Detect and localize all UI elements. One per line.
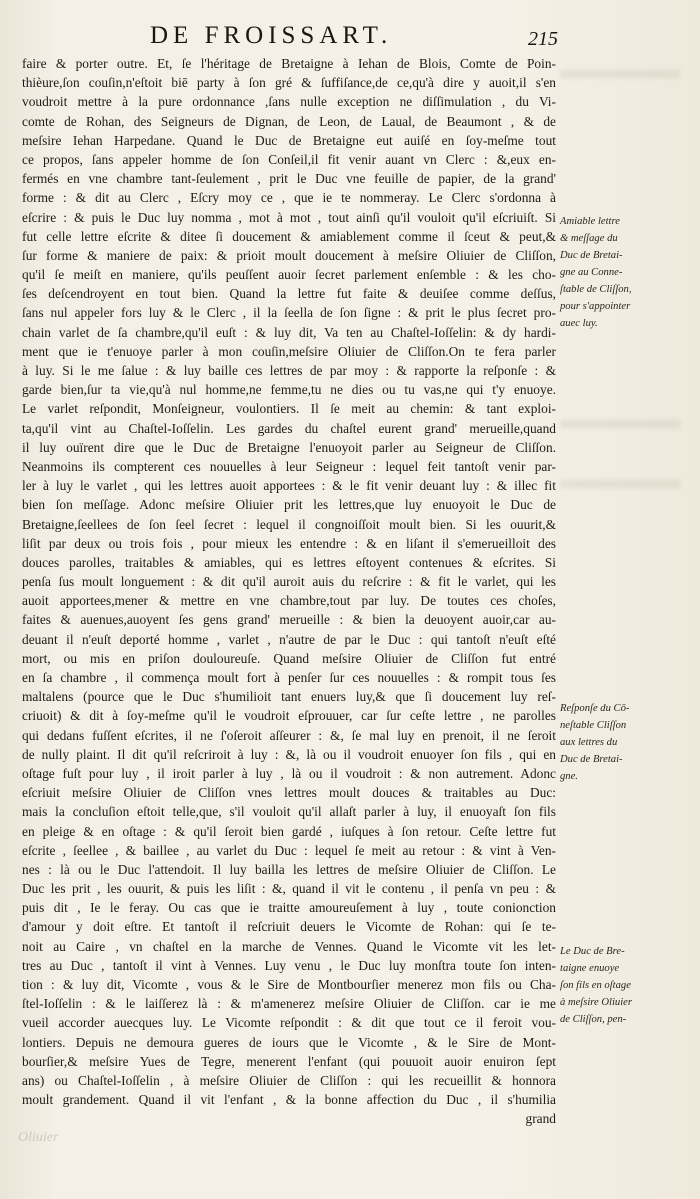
text-line: ans) ou Chaſtel-Ioſſelin , à meſsire Oliuier de Cliſſon : qui les recueillit & honnora — [22, 1072, 556, 1088]
text-line: faites & auenues,auoyent ſes gens grand' merueille : & bien la deuoyent auoir,car au- — [22, 612, 556, 628]
margin-note-line: gne. — [560, 771, 578, 782]
margin-note — [560, 943, 696, 1028]
text-line: garde bien,ſur ta vie,qu'à nul homme,ne femme,tu ne dies ou tu vas,ne qui t'y enuoye. — [22, 382, 556, 398]
margin-note-line: Le Duc de Bre- — [560, 946, 625, 957]
text-line: chain varlet de ſa chambre,qu'il euſt : & luy dit, Va ten au Chaſtel-Ioſſelin: & dy hardi- — [22, 324, 556, 340]
margin-note-line: aux lettres du — [560, 737, 618, 748]
margin-note-line: de Cliſſon, pen- — [560, 1014, 627, 1025]
text-line: grand — [525, 1111, 556, 1127]
text-line: Duc les prit , les ouurit, & puis les liſit : &, quand il vit le contenu , il penſa vn peu : & — [22, 881, 556, 897]
bleed-through-smudge — [560, 480, 680, 488]
text-line: d'amour y doit eſtre. Et tantoſt il reſcriuit deuers le Vicomte de Rohan: qui ſe te- — [22, 919, 556, 935]
text-line: ſans nul appeler fors luy & le Clerc , il la ſeella de ſon ſigne : & prit le plus ſecret pro- — [22, 305, 556, 321]
text-line: moult grandement. Quand il vit l'enfant , & la bonne affection du Duc , il s'humilia — [22, 1092, 556, 1108]
margin-note-line: pour s'appointer — [560, 301, 631, 312]
text-line: voudroit mettre à la pure ordonnance ,ſans nulle exception ne diſſimulation , du Vi- — [22, 94, 556, 110]
text-line: en ſa chambre , il commença moult fort à penſer ſur ces nouuelles : & rompit tous ſes — [22, 670, 556, 685]
margin-note-line: ſtable de Cliſſon, — [560, 284, 632, 295]
text-line: deuant il n'euſt deporté homme , varlet , n'autre de par le Duc : qui tantoſt n'euſt eſté — [22, 631, 556, 647]
text-line: oſtage fuſt pour luy , il iroit parler à luy , là ou il voudroit : & non autrement. Adonc — [22, 765, 556, 781]
text-line: puis dit , Ie le feray. Ou cas que ie traitte amoureuſement à luy , toute conionction — [22, 900, 556, 916]
text-line: ſur forme & maniere de paix: & prioit moult doucement à meſsire Oliuier de Cliſſon, — [22, 247, 556, 263]
main-text-column — [22, 54, 556, 1129]
text-line: penſa ſus moult longuement : & dit qu'il auroit auis du reſcrire : & fit le varlet, qui les — [22, 574, 556, 590]
text-line: de nully plaint. Il dit qu'il reſcriroit à luy : &, là ou il voudroit enuoyer ſon fils , qui en — [22, 746, 556, 762]
text-line: ta,qu'il vint au Chaſtel-Ioſſelin. Les gardes du chaſtel eurent grand' merueille,quand — [22, 420, 556, 436]
text-line: qu'il ſe meiſt en maniere, qu'ils peuſſent auoir ſecret parlement enſemble : & les cho- — [22, 267, 556, 283]
margin-note-line: Reſponſe du Cō- — [560, 703, 630, 714]
margin-note — [560, 700, 696, 785]
text-line: Neanmoins ils compterent ces nouuelles à leur Seigneur : lequel feit tantoſt venir par- — [22, 458, 556, 474]
margin-note-line: Duc de Bretai- — [560, 754, 623, 765]
text-line: maltalens (pource que le Duc s'humilioit tant enuers luy,& que ſi doucement luy reſ- — [22, 689, 556, 705]
text-line: faire & porter outre. Et, ſe l'héritage de Bretaigne à Iehan de Blois, Comte de Poin- — [22, 56, 556, 71]
text-line: comte de Rohan, des Seigneurs de Dignan, de Leon, de Laual, de Beaumont , & de — [22, 113, 556, 129]
text-line: tres au Duc , tantoſt il vint à Vennes. Luy venu , le Duc luy monſtra toute ſon inten- — [22, 957, 556, 973]
text-line: meſsire Iehan Harpedane. Quand le Duc de Bretaigne eut auiſé en ſoy-meſme tout — [22, 132, 556, 148]
text-line: eſcrire : & puis le Duc luy nomma , mot à mot , tout ainſi qu'il vouloit qu'il eſcriuiſt. Si — [22, 209, 556, 225]
text-line: noit au Caire , vn chaſtel en la marche de Vennes. Quand le Vicomte vit les let- — [22, 938, 556, 954]
text-line: thièure,ſon couſin,n'eſtoit biē party à ſon gré & ſuffiſance,de ce,qu'à dire y auoit,il s'en — [22, 75, 556, 91]
text-line: en pleige & en oſtage : & qu'il ſeroit bien gardé , iuſques à ſon retour. Ceſte lettre fut — [22, 823, 556, 839]
margin-note-line: Amiable lettre — [560, 216, 620, 227]
text-line: fut celle lettre eſcrite & ditee ſi doucement & amiablement comme il ſceut & peut,& — [22, 228, 556, 244]
page-number: 215 — [528, 28, 558, 50]
margin-note-line: auec luy. — [560, 318, 598, 329]
text-line: mort, ou mis en priſon douloureuſe. Quand meſsire Oliuier de Cliſſon fut entré — [22, 650, 556, 666]
text-line: mais la concluſion eſtoit telle,que, s'il vouloit qu'il allaſt parler à luy, il enuoyaſt ſon fils — [22, 804, 556, 820]
page-header — [0, 22, 700, 56]
margin-note-line: Duc de Bretai- — [560, 250, 623, 261]
margin-note-line: à meſsire Oliuier — [560, 997, 632, 1008]
text-line: liſit par deux ou trois fois , pour mieux les entendre : & en liſant il s'emerueilloit des — [22, 535, 556, 551]
margin-note-line: ſon fils en oſtage — [560, 980, 631, 991]
text-line: douces parolles, traitables & amiables, qui es lettres eſtoyent contenues & eſcrites. Si — [22, 554, 556, 570]
margin-note-line: neſtable Cliſſon — [560, 720, 627, 731]
margin-note — [560, 213, 696, 332]
margin-note-line: gne au Conne- — [560, 267, 623, 278]
text-line: bien ſon meſſage. Adonc meſsire Oliuier prit les lettres,que luy enuoyoit le Duc de — [22, 497, 556, 513]
text-line: vueil accorder auecques luy. Le Vicomte reſpondit : & dit que tout ce il feroit vou- — [22, 1015, 556, 1031]
show-through-text: Oliuier — [18, 1130, 59, 1145]
text-line: Bretaigne,ſeellees de ſon ſeel ſecret : lequel il congnoiſſoit moult bien. Si les ouurit,& — [22, 516, 556, 532]
text-line: bourſier,& meſsire Yues de Tegre, menerent l'enfant (qui pouuoit auoir enuiron ſept — [22, 1053, 556, 1069]
text-line: ce propos, ſans appeler homme de ſon Conſeil,il fit venir auant vn Clerc : &,eux en- — [22, 151, 556, 167]
text-line: ment que ie t'enuoye parler à mon couſin,meſsire Oliuier de Cliſſon.On te fera parler — [22, 343, 556, 359]
text-line: ler à luy le varlet , qui les lettres auoit apportees : & le fit venir deuant luy : & illec fit — [22, 478, 556, 494]
text-line: Le varlet reſpondit, Monſeigneur, voulontiers. Il ſe meit au chemin: & tant exploi- — [22, 401, 556, 417]
text-line: eſcriuit meſsire Oliuier de Cliſſon vnes lettres moult douces & traitables au Duc: — [22, 785, 556, 801]
bleed-through-smudge — [560, 70, 680, 78]
text-line: nes : là ou le Duc l'attendoit. Il luy bailla les lettres de meſsire Oliuier de Cliſſon. Le — [22, 861, 556, 877]
text-line: criuoit) & dit à ſoy-meſme qu'il le voudroit eſprouuer, car ſur ceſte lettre , ne parolles — [22, 708, 556, 724]
text-line: eſcrite , ſeellee , & baillee , au varlet du Duc : lequel ſe meit au retour : & vint à Ven- — [22, 842, 556, 858]
text-line: lontiers. Depuis ne demoura gueres de iours que le Vicomte , & le Sire de Mont- — [22, 1034, 556, 1050]
text-line: ſtel-Ioſſelin : & le laiſſerez là : & m'amenerez meſsire Oliuier de Cliſſon. car ie me — [22, 996, 556, 1012]
text-line: qui dedans fuſſent eſcrites, il ne ſ'oſeroit aſſeurer : &, ſe mal luy en prenoit, il ne ſeroit — [22, 727, 556, 743]
running-head: DE FROISSART. — [150, 22, 393, 49]
text-line: tion : & luy dit, Vicomte , vous & le Sire de Montbourſier menerez mon fils ou Cha- — [22, 977, 556, 992]
text-line: à luy. Si le me ſalue : & luy baille ces lettres de par moy : & rapporte la reſponſe : & — [22, 363, 556, 378]
margin-note-line: taigne enuoye — [560, 963, 620, 974]
bleed-through-smudge — [560, 420, 680, 428]
text-line: fermés en vne chambre tant-ſeulement , prit le Duc vne feuille de papier, de la grand' — [22, 171, 556, 187]
text-line: ſes deſcendroyent en tout bien. Quand la lettre fut faite & deuiſee comme deſſus, — [22, 286, 556, 302]
text-line: il luy ouïrent dire que le Duc de Bretaigne l'enuoyoit parler au Seigneur de Cliſſon. — [22, 439, 556, 455]
text-line: auoit apportees,mener & mettre en vne chambre,tout par luy. De toutes ces choſes, — [22, 593, 556, 609]
text-line: forme : & dit au Clerc , Eſcry moy ce , que ie te nommeray. Le Clerc s'ordonna à — [22, 190, 556, 206]
margin-note-line: & meſſage du — [560, 233, 618, 244]
